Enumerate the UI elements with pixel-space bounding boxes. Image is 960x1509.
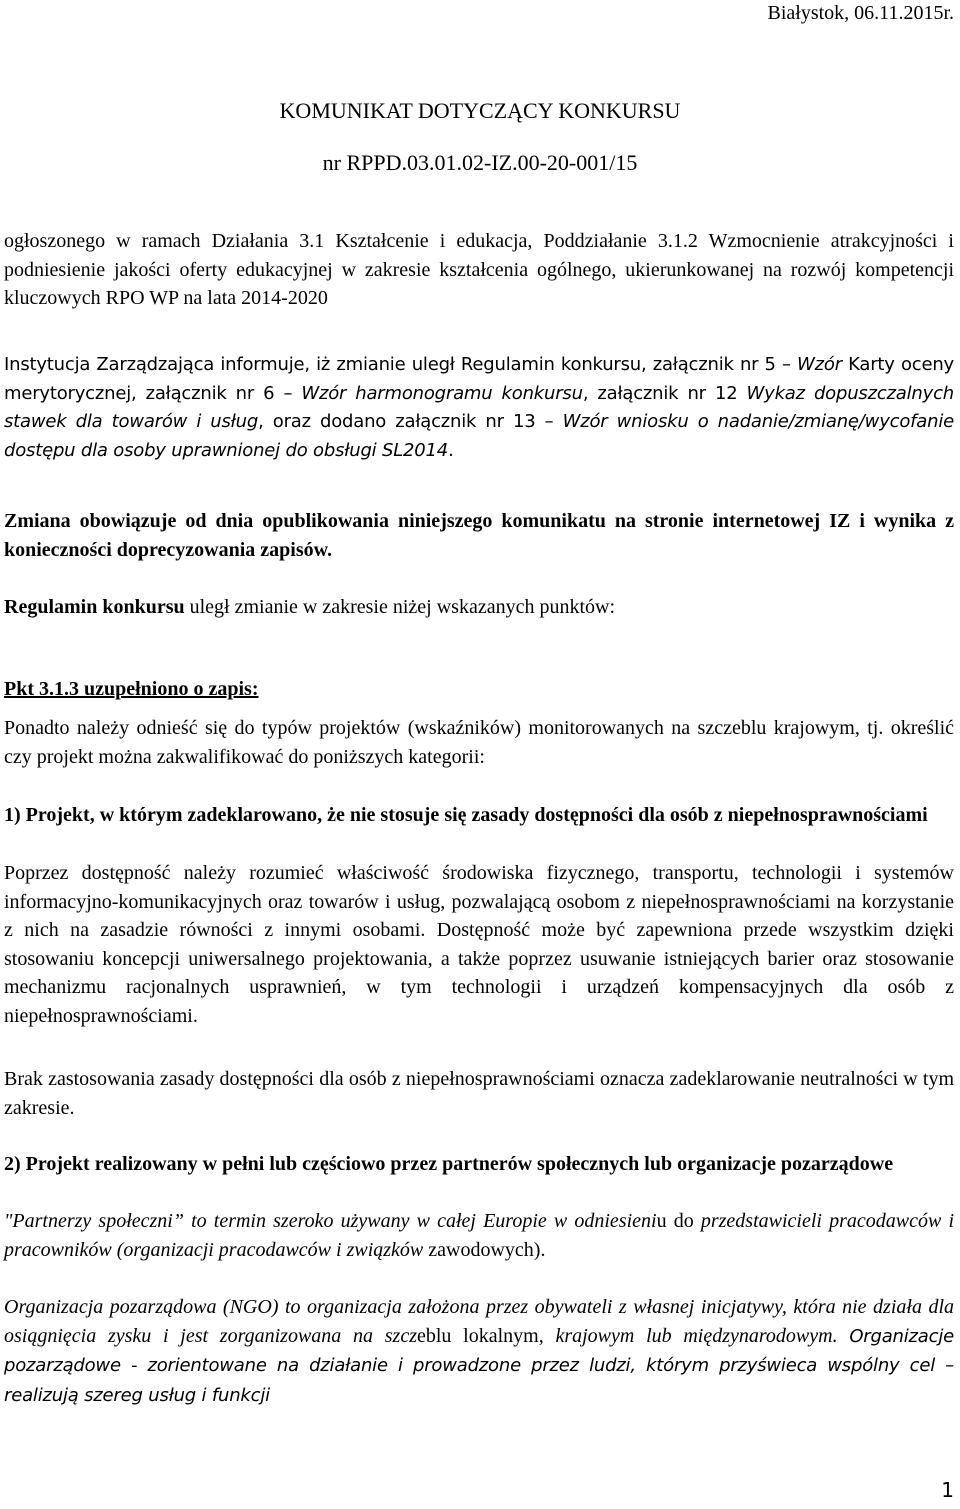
point-heading: Pkt 3.1.3 uzupełniono o zapis:	[4, 678, 259, 700]
item-1-body: Poprzez dostępność należy rozumieć właściwość środowiska fizycznego, transportu, technologii i systemów informacyjno-komunikacyjnych oraz towarów i usług, pozwalającą osobom z niepełnosprawnościami na korzystanie z nich na zasadzie równości z innymi osobami. Dostępność może być zapewniona przede wszystkim dzięki stosowaniu koncepcji uniwersalnego projektowania, a także poprzez usuwanie istniejących barier oraz stosowanie mechanizmu racjonalnych usprawnień, w tym technologii i urządzeń kompensacyjnych dla osób z niepełnosprawnościami.	[4, 862, 954, 1027]
ngo-italic: Organizacja pozarządowa (NGO) to organizacja założona przez obywateli z własnej inicjatywy, która nie działa dla osiągnięcia zysku i jest zorganizowana na szcz	[4, 1296, 954, 1347]
partners-italic-2: przedstawicieli pracodawców i pracowników (organizacji pracodawców i związków	[4, 1210, 954, 1261]
competition-number: nr RPPD.03.01.02-IZ.00-20-001/15	[322, 150, 638, 175]
info-text-4: , oraz dodano załącznik nr 13 –	[258, 411, 563, 432]
regulation-rest: uległ zmianie w zakresie niżej wskazanych punktów:	[184, 596, 616, 618]
page-number: 1	[941, 1478, 954, 1502]
partners-italic: "Partnerzy społeczni” to termin szeroko używany w całej Europie w odniesieni	[4, 1210, 657, 1232]
item-2-heading: 2) Projekt realizowany w pełni lub częściowo przez partnerów społecznych lub organizacje pozarządowe	[4, 1153, 894, 1175]
info-italic-4: Wzór wniosku o nadanie/zmianę/wycofanie dostępu dla osoby uprawnionej do obsługi SL2014	[4, 411, 955, 461]
item-1-heading: 1) Projekt, w którym zadeklarowano, że nie stosuje się zasady dostępności dla osób z niepełnosprawnościami	[4, 804, 928, 826]
regulation-bold: Regulamin konkursu	[4, 596, 185, 618]
document-title: KOMUNIKAT DOTYCZĄCY KONKURSU	[279, 98, 681, 123]
info-text-2: Karty oceny merytorycznej, załącznik nr 6 –	[4, 354, 955, 404]
document-date: Białystok, 06.11.2015r.	[767, 2, 954, 24]
regulation-paragraph	[4, 593, 954, 622]
partners-plain-2: zawodowych).	[428, 1238, 546, 1261]
info-italic-1: Wzór	[797, 354, 842, 375]
item-1-note: Brak zastosowania zasady dostępności dla osób z niepełnosprawnościami oznacza zadeklarowanie neutralności w tym zakresie.	[4, 1068, 954, 1119]
info-text-5: .	[448, 439, 454, 461]
partners-plain: u do	[656, 1210, 701, 1232]
change-notice: Zmiana obowiązuje od dnia opublikowania niniejszego komunikatu na stronie internetowej IZ i wynika z konieczności doprecyzowania zapisów.	[4, 510, 954, 561]
item-2-partners	[4, 1207, 954, 1264]
item-2-ngo	[4, 1293, 954, 1410]
ngo-italic-2: krajowym lub międzynarodowym.	[555, 1324, 850, 1347]
info-text-1: Instytucja Zarządzająca informuje, iż zmianie uległ Regulamin konkursu, załącznik nr 5 –	[4, 354, 798, 375]
info-italic-3: Wykaz dopuszczalnych stawek dla towarów i usług	[4, 382, 954, 432]
info-italic-2: Wzór harmonogramu konkursu	[301, 382, 583, 404]
point-text: Ponadto należy odnieść się do typów projektów (wskaźników) monitorowanych na szczeblu krajowym, tj. określić czy projekt można zakwalifikować do poniższych kategorii:	[4, 717, 954, 768]
info-paragraph	[4, 351, 954, 465]
info-text-3: , załącznik nr 12	[582, 382, 747, 404]
ngo-plain: eblu lokalnym,	[417, 1324, 556, 1347]
intro-paragraph: ogłoszonego w ramach Działania 3.1 Kształcenie i edukacja, Poddziałanie 3.1.2 Wzmocnienie atrakcyjności i podniesienie jakości oferty edukacyjnej w zakresie kształcenia ogólnego, ukierunkowanej na rozwój kompetencji kluczowych RPO WP na lata 2014-2020	[4, 230, 954, 309]
ngo-sans-italic: Organizacje pozarządowe - zorientowane na działanie i prowadzone przez ludzi, którym przyświeca wspólny cel – realizują szereg usług i funkcji	[4, 1325, 955, 1406]
